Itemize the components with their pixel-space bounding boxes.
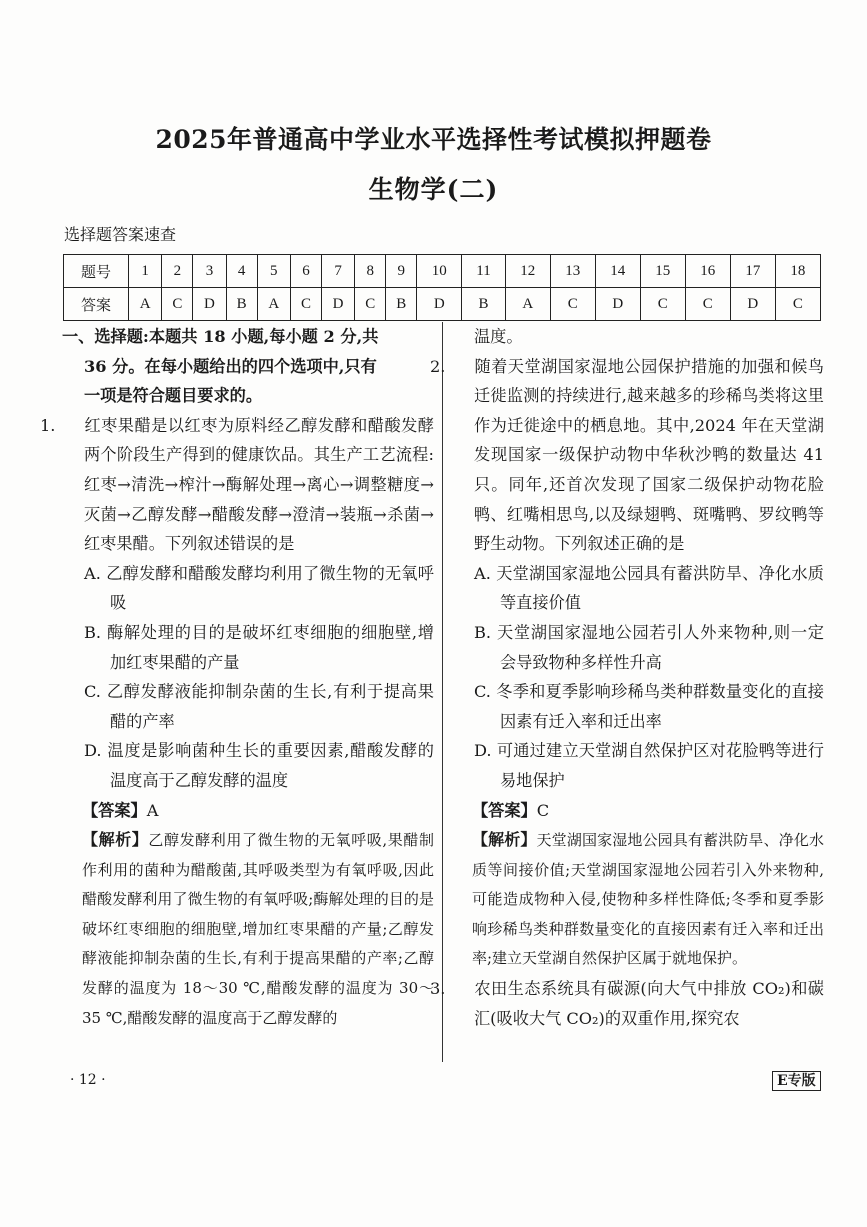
question-number: 9: [386, 255, 417, 288]
answer-row-header: 答案: [64, 288, 129, 321]
section-line-3: 一项是符合题目要求的。: [84, 386, 263, 406]
explanation-tag: 【解析】: [472, 830, 537, 850]
page-subtitle: 生物学(二): [368, 175, 499, 204]
question-stem: 农田生态系统具有碳源(向大气中排放 CO₂)和碳汇(吸收大气 CO₂)的双重作用,探究农: [474, 979, 824, 1028]
question-number: 12: [505, 255, 550, 288]
answer-value: A: [146, 800, 159, 820]
section-line-2: 36 分。在每小题给出的四个选项中,只有: [84, 356, 377, 376]
answer-cell: C: [290, 288, 321, 321]
option-b: B. 天堂湖国家湿地公园若引人外来物种,则一定会导致物种多样性升高: [474, 622, 824, 672]
question-number: 14: [595, 255, 640, 288]
explanation: [62, 825, 434, 1033]
page-number: · 12 ·: [70, 1072, 106, 1088]
question-number: 5: [257, 255, 290, 288]
question-number: 8: [355, 255, 386, 288]
edition-badge: E专版: [772, 1071, 821, 1091]
question-number: 13: [550, 255, 595, 288]
answer-cell: D: [321, 288, 354, 321]
question-stem: 随着天堂湖国家湿地公园保护措施的加强和候鸟迁徙监测的持续进行,越来越多的珍稀鸟类将这里作为迁徙途中的栖息地。其中,2024 年在天堂湖发现国家一级保护动物中华秋沙鸭的数量达 41 只。同年,还首次发现了国家二级保护动物花脸鸭、红嘴相思鸟,以及绿翅鸭、斑嘴鸭、罗纹鸭等野生动物。下列叙述正确的是: [474, 356, 824, 554]
question-number: 6: [290, 255, 321, 288]
answer-cell: A: [505, 288, 550, 321]
explanation-text: 乙醇发酵利用了微生物的无氧呼吸,果醋制作利用的菌种为醋酸菌,其呼吸类型为有氧呼吸,因此醋酸发酵利用了微生物的有氧呼吸;酶解处理的目的是破坏红枣细胞的细胞壁,增加红枣果醋的产量;乙醇发酵液能抑制杂菌的生长,有利于提高果醋的产率;乙醇发酵的温度为 18～30 ℃,醋酸发酵的温度为 30～35 ℃,醋酸发酵的温度高于乙醇发酵的: [82, 831, 434, 1027]
answer-cell: A: [129, 288, 162, 321]
question-number: 10: [417, 255, 462, 288]
answer-cell: C: [355, 288, 386, 321]
answer-cell: C: [162, 288, 193, 321]
question-number-label: 3.: [430, 979, 446, 999]
answer-cell: D: [417, 288, 462, 321]
number-row-header: 题号: [64, 255, 129, 288]
answer-cell: C: [685, 288, 730, 321]
answer-cell: D: [595, 288, 640, 321]
question-number: 1: [129, 255, 162, 288]
quick-answer-label: 选择题答案速查: [64, 225, 177, 244]
answer-table-number-row: [64, 255, 821, 288]
question-number: 18: [775, 255, 820, 288]
section-heading: [62, 322, 434, 411]
option-d: D. 温度是影响菌种生长的重要因素,醋酸发酵的温度高于乙醇发酵的温度: [84, 741, 434, 790]
answer-line: [452, 796, 824, 826]
explanation-tag: 【解析】: [82, 830, 149, 850]
question-number: 4: [226, 255, 257, 288]
answer-cell: A: [257, 288, 290, 321]
answer-cell: B: [226, 288, 257, 321]
question-number: 16: [685, 255, 730, 288]
question-number-label: 2.: [430, 356, 446, 376]
question-3: [430, 974, 824, 1033]
question-2: [430, 352, 824, 559]
answer-cell: D: [193, 288, 226, 321]
right-column: [430, 322, 824, 1033]
answer-cell: D: [730, 288, 775, 321]
answer-table: [63, 254, 821, 321]
option-c: C. 冬季和夏季影响珍稀鸟类种群数量变化的直接因素有迁入率和迁出率: [474, 682, 824, 731]
answer-cell: C: [640, 288, 685, 321]
column-divider: [442, 322, 443, 1062]
left-column: [40, 322, 434, 1033]
answer-line: [62, 796, 434, 826]
answer-cell: C: [550, 288, 595, 321]
option-a: A. 天堂湖国家湿地公园具有蓄洪防旱、净化水质等直接价值: [474, 563, 824, 613]
question-number: 7: [321, 255, 354, 288]
option-c: C. 乙醇发酵液能抑制杂菌的生长,有利于提高果醋的产率: [84, 682, 434, 731]
answer-cell: B: [462, 288, 505, 321]
answer-tag: 【答案】: [82, 800, 147, 820]
question-number: 3: [193, 255, 226, 288]
option-d: D. 可通过建立天堂湖自然保护区对花脸鸭等进行易地保护: [474, 741, 824, 790]
option-a: A. 乙醇发酵和醋酸发酵均利用了微生物的无氧呼吸: [84, 563, 434, 613]
section-line-1: 一、选择题:本题共 18 小题,每小题 2 分,共: [62, 327, 379, 346]
continued-text: 温度。: [474, 327, 523, 346]
answer-cell: C: [775, 288, 820, 321]
question-number: 15: [640, 255, 685, 288]
option-b: B. 酶解处理的目的是破坏红枣细胞的细胞壁,增加红枣果醋的产量: [84, 622, 434, 672]
answer-tag: 【答案】: [472, 800, 537, 820]
explanation: [452, 825, 824, 974]
question-number: 17: [730, 255, 775, 288]
explanation-text: 天堂湖国家湿地公园具有蓄洪防旱、净化水质等间接价值;天堂湖国家湿地公园若引入外来物种,可能造成物种入侵,使物种多样性降低;冬季和夏季影响珍稀鸟类种群数量变化的直接因素有迁入率和迁出率;建立天堂湖自然保护区属于就地保护。: [472, 831, 824, 968]
question-number: 11: [462, 255, 505, 288]
question-1: [40, 411, 434, 559]
answer-value: C: [536, 800, 550, 820]
answer-cell: B: [386, 288, 417, 321]
question-number: 2: [162, 255, 193, 288]
page-title: 2025年普通高中学业水平选择性考试模拟押题卷: [155, 125, 712, 154]
question-stem: 红枣果醋是以红枣为原料经乙醇发酵和醋酸发酵两个阶段生产得到的健康饮品。其生产工艺流程:红枣→清洗→榨汁→酶解处理→离心→调整糖度→灭菌→乙醇发酵→醋酸发酵→澄清→装瓶→杀菌→红枣果醋。下列叙述错误的是: [84, 415, 434, 554]
question-number-label: 1.: [40, 415, 56, 435]
answer-table-answer-row: [64, 288, 821, 321]
